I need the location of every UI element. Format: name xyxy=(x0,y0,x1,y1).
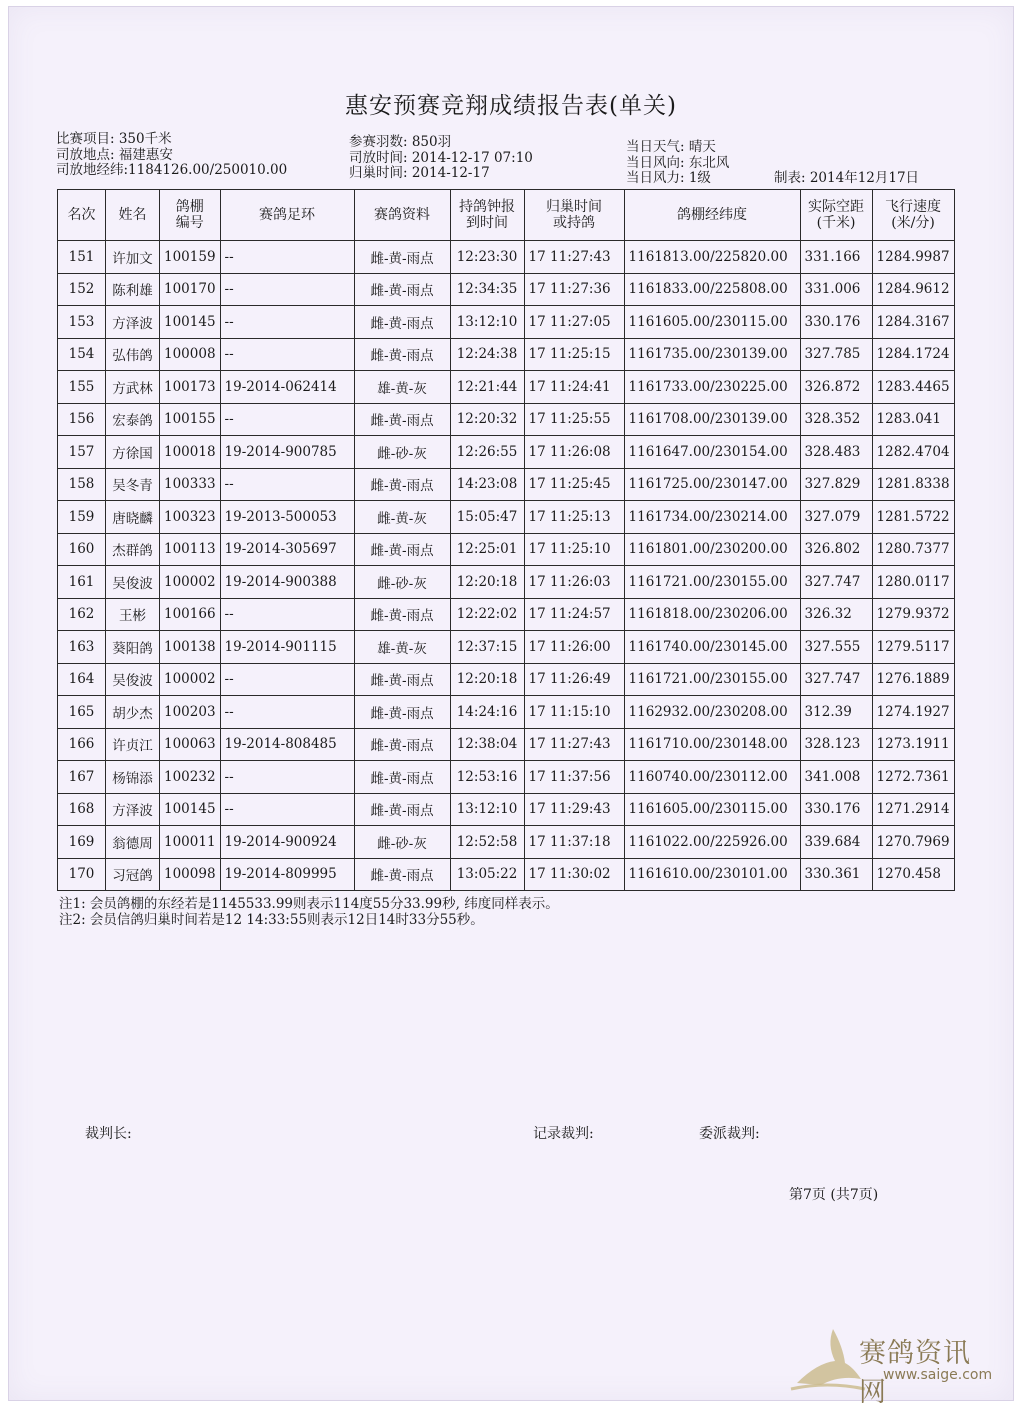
cell-distance: 326.32 xyxy=(800,598,872,631)
cell-coords: 1160740.00/230112.00 xyxy=(624,761,800,794)
cell-ring: 19-2014-305697 xyxy=(220,533,354,566)
cell-name: 方泽波 xyxy=(106,793,160,826)
cell-loft: 100173 xyxy=(160,371,221,404)
cell-coords: 1161605.00/230115.00 xyxy=(624,306,800,339)
col-rank: 名次 xyxy=(58,190,106,241)
wind-direction: 当日风向: 东北风 xyxy=(626,154,730,171)
col-info: 赛鸽资料 xyxy=(354,190,450,241)
table-row xyxy=(58,598,955,631)
cell-coords: 1161740.00/230145.00 xyxy=(624,631,800,664)
cell-name: 翁德周 xyxy=(106,826,160,859)
table-row xyxy=(58,793,955,826)
cell-speed: 1280.0117 xyxy=(872,566,954,599)
cell-arrival: 17 11:25:45 xyxy=(524,468,624,501)
table-row xyxy=(58,338,955,371)
cell-arrival: 17 11:26:00 xyxy=(524,631,624,664)
cell-rank: 153 xyxy=(58,306,106,339)
cell-loft: 100138 xyxy=(160,631,221,664)
cell-speed: 1281.8338 xyxy=(872,468,954,501)
cell-arrival: 17 11:27:36 xyxy=(524,273,624,306)
cell-rank: 164 xyxy=(58,663,106,696)
table-row xyxy=(58,306,955,339)
cell-coords: 1161725.00/230147.00 xyxy=(624,468,800,501)
cell-clock: 12:37:15 xyxy=(450,631,524,664)
cell-ring: -- xyxy=(220,761,354,794)
table-row xyxy=(58,826,955,859)
cell-rank: 152 xyxy=(58,273,106,306)
recorder-judge-label: 记录裁判: xyxy=(533,1126,594,1142)
cell-arrival: 17 11:30:02 xyxy=(524,858,624,891)
cell-info: 雄-黄-灰 xyxy=(354,371,450,404)
cell-name: 宏泰鸽 xyxy=(106,403,160,436)
cell-ring: 19-2014-900388 xyxy=(220,566,354,599)
cell-distance: 330.176 xyxy=(800,306,872,339)
table-row xyxy=(58,273,955,306)
table-row xyxy=(58,566,955,599)
table-row xyxy=(58,631,955,664)
release-place: 司放地点: 福建惠安 xyxy=(56,146,173,163)
notes xyxy=(59,896,559,928)
col-ring: 赛鸽足环 xyxy=(220,190,354,241)
cell-coords: 1161647.00/230154.00 xyxy=(624,436,800,469)
made-date: 制表: 2014年12月17日 xyxy=(774,170,920,186)
cell-clock: 14:23:08 xyxy=(450,468,524,501)
cell-coords: 1162932.00/230208.00 xyxy=(624,696,800,729)
cell-clock: 13:12:10 xyxy=(450,306,524,339)
cell-name: 吴俊波 xyxy=(106,566,160,599)
col-distance: 实际空距(千米) xyxy=(800,190,872,241)
cell-coords: 1161721.00/230155.00 xyxy=(624,566,800,599)
cell-arrival: 17 11:25:13 xyxy=(524,501,624,534)
release-time: 司放时间: 2014-12-17 07:10 xyxy=(349,149,533,166)
cell-speed: 1276.1889 xyxy=(872,663,954,696)
cell-coords: 1161610.00/230101.00 xyxy=(624,858,800,891)
cell-rank: 163 xyxy=(58,631,106,664)
pigeon-logo-icon xyxy=(787,1323,867,1395)
meta-block-middle xyxy=(349,135,533,182)
cell-ring: -- xyxy=(220,241,354,274)
cell-clock: 12:22:02 xyxy=(450,598,524,631)
cell-loft: 100232 xyxy=(160,761,221,794)
cell-info: 雌-黄-雨点 xyxy=(354,761,450,794)
cell-info: 雌-黄-雨点 xyxy=(354,468,450,501)
cell-distance: 326.802 xyxy=(800,533,872,566)
cell-rank: 154 xyxy=(58,338,106,371)
cell-distance: 341.008 xyxy=(800,761,872,794)
cell-name: 许加文 xyxy=(106,241,160,274)
appointed-judge-label: 委派裁判: xyxy=(699,1126,760,1142)
cell-info: 雄-黄-灰 xyxy=(354,631,450,664)
cell-loft: 100011 xyxy=(160,826,221,859)
cell-name: 杰群鸽 xyxy=(106,533,160,566)
cell-info: 雌-黄-雨点 xyxy=(354,533,450,566)
cell-speed: 1273.1911 xyxy=(872,728,954,761)
table-row xyxy=(58,241,955,274)
cell-speed: 1270.458 xyxy=(872,858,954,891)
weather: 当日天气: 晴天 xyxy=(626,139,716,155)
cell-name: 王彬 xyxy=(106,598,160,631)
cell-coords: 1161813.00/225820.00 xyxy=(624,241,800,274)
cell-arrival: 17 11:24:57 xyxy=(524,598,624,631)
cell-distance: 327.747 xyxy=(800,663,872,696)
cell-distance: 327.829 xyxy=(800,468,872,501)
cell-speed: 1272.7361 xyxy=(872,761,954,794)
watermark-text: 赛鸽资讯网 xyxy=(859,1338,971,1408)
cell-speed: 1284.9987 xyxy=(872,241,954,274)
cell-coords: 1161710.00/230148.00 xyxy=(624,728,800,761)
cell-speed: 1282.4704 xyxy=(872,436,954,469)
cell-rank: 160 xyxy=(58,533,106,566)
event-distance: 比赛项目: 350千米 xyxy=(56,131,172,147)
cell-name: 吴俊波 xyxy=(106,663,160,696)
col-arrival: 归巢时间或持鸽 xyxy=(524,190,624,241)
cell-name: 方武林 xyxy=(106,371,160,404)
cell-coords: 1161708.00/230139.00 xyxy=(624,403,800,436)
cell-rank: 167 xyxy=(58,761,106,794)
cell-name: 方泽波 xyxy=(106,306,160,339)
cell-distance: 330.361 xyxy=(800,858,872,891)
cell-distance: 331.006 xyxy=(800,273,872,306)
cell-ring: -- xyxy=(220,598,354,631)
table-row xyxy=(58,533,955,566)
cell-ring: -- xyxy=(220,793,354,826)
wind-force: 当日风力: 1级 xyxy=(626,170,711,186)
cell-distance: 339.684 xyxy=(800,826,872,859)
cell-coords: 1161818.00/230206.00 xyxy=(624,598,800,631)
cell-rank: 168 xyxy=(58,793,106,826)
cell-clock: 13:12:10 xyxy=(450,793,524,826)
cell-name: 方徐国 xyxy=(106,436,160,469)
cell-distance: 327.747 xyxy=(800,566,872,599)
cell-rank: 165 xyxy=(58,696,106,729)
col-clock-time: 持鸽钟报到时间 xyxy=(450,190,524,241)
cell-info: 雌-黄-雨点 xyxy=(354,598,450,631)
cell-distance: 331.166 xyxy=(800,241,872,274)
cell-rank: 166 xyxy=(58,728,106,761)
cell-speed: 1284.3167 xyxy=(872,306,954,339)
cell-distance: 328.123 xyxy=(800,728,872,761)
cell-name: 葵阳鸽 xyxy=(106,631,160,664)
cell-clock: 12:26:55 xyxy=(450,436,524,469)
cell-loft: 100155 xyxy=(160,403,221,436)
table-row xyxy=(58,468,955,501)
header-row xyxy=(58,190,955,241)
cell-speed: 1284.1724 xyxy=(872,338,954,371)
cell-loft: 100098 xyxy=(160,858,221,891)
cell-ring: -- xyxy=(220,273,354,306)
cell-rank: 170 xyxy=(58,858,106,891)
cell-ring: 19-2014-900785 xyxy=(220,436,354,469)
cell-info: 雌-黄-雨点 xyxy=(354,241,450,274)
table-row xyxy=(58,403,955,436)
cell-distance: 328.483 xyxy=(800,436,872,469)
cell-loft: 100145 xyxy=(160,306,221,339)
cell-info: 雌-黄-雨点 xyxy=(354,793,450,826)
cell-name: 陈利雄 xyxy=(106,273,160,306)
cell-speed: 1271.2914 xyxy=(872,793,954,826)
cell-distance: 327.555 xyxy=(800,631,872,664)
cell-clock: 12:20:32 xyxy=(450,403,524,436)
col-loft-no: 鸽棚编号 xyxy=(160,190,221,241)
col-coords: 鸽棚经纬度 xyxy=(624,190,800,241)
note-1: 注1: 会员鸽棚的东经若是1145533.99则表示114度55分33.99秒, 纬度同样表示。 xyxy=(59,896,559,912)
cell-ring: 19-2014-901115 xyxy=(220,631,354,664)
cell-coords: 1161022.00/225926.00 xyxy=(624,826,800,859)
meta-block-left xyxy=(56,132,287,179)
cell-name: 唐晓麟 xyxy=(106,501,160,534)
cell-name: 许贞江 xyxy=(106,728,160,761)
cell-distance: 328.352 xyxy=(800,403,872,436)
table-row xyxy=(58,761,955,794)
note-2: 注2: 会员信鸽归巢时间若是12 14:33:55则表示12日14时33分55秒。 xyxy=(59,912,484,928)
cell-loft: 100323 xyxy=(160,501,221,534)
cell-clock: 12:23:30 xyxy=(450,241,524,274)
cell-info: 雌-黄-雨点 xyxy=(354,338,450,371)
release-coords: 司放地经纬:1184126.00/250010.00 xyxy=(56,162,288,178)
cell-rank: 157 xyxy=(58,436,106,469)
cell-rank: 161 xyxy=(58,566,106,599)
table-row xyxy=(58,436,955,469)
cell-clock: 14:24:16 xyxy=(450,696,524,729)
col-speed: 飞行速度(米/分) xyxy=(872,190,954,241)
cell-rank: 162 xyxy=(58,598,106,631)
cell-info: 雌-黄-雨点 xyxy=(354,663,450,696)
cell-arrival: 17 11:29:43 xyxy=(524,793,624,826)
table-row xyxy=(58,501,955,534)
cell-name: 吴冬青 xyxy=(106,468,160,501)
cell-arrival: 17 11:25:10 xyxy=(524,533,624,566)
cell-info: 雌-黄-雨点 xyxy=(354,696,450,729)
cell-rank: 151 xyxy=(58,241,106,274)
cell-ring: -- xyxy=(220,306,354,339)
cell-coords: 1161801.00/230200.00 xyxy=(624,533,800,566)
cell-info: 雌-黄-雨点 xyxy=(354,858,450,891)
cell-ring: -- xyxy=(220,663,354,696)
cell-info: 雌-黄-灰 xyxy=(354,501,450,534)
results-table xyxy=(57,189,955,891)
cell-arrival: 17 11:27:43 xyxy=(524,728,624,761)
table-row xyxy=(58,696,955,729)
cell-distance: 326.872 xyxy=(800,371,872,404)
cell-arrival: 17 11:37:56 xyxy=(524,761,624,794)
cell-speed: 1283.4465 xyxy=(872,371,954,404)
report-title: 惠安预赛竞翔成绩报告表(单关) xyxy=(345,93,677,119)
cell-arrival: 17 11:26:03 xyxy=(524,566,624,599)
cell-loft: 100002 xyxy=(160,566,221,599)
cell-info: 雌-黄-雨点 xyxy=(354,273,450,306)
cell-name: 胡少杰 xyxy=(106,696,160,729)
cell-info: 雌-砂-灰 xyxy=(354,436,450,469)
chief-judge-label: 裁判长: xyxy=(85,1126,132,1142)
cell-distance: 327.079 xyxy=(800,501,872,534)
cell-coords: 1161605.00/230115.00 xyxy=(624,793,800,826)
cell-loft: 100166 xyxy=(160,598,221,631)
cell-speed: 1279.9372 xyxy=(872,598,954,631)
table-row xyxy=(58,728,955,761)
report-sheet xyxy=(8,6,1014,1408)
cell-speed: 1281.5722 xyxy=(872,501,954,534)
cell-name: 习冠鸽 xyxy=(106,858,160,891)
table-row xyxy=(58,371,955,404)
cell-clock: 13:05:22 xyxy=(450,858,524,891)
cell-clock: 12:21:44 xyxy=(450,371,524,404)
cell-coords: 1161733.00/230225.00 xyxy=(624,371,800,404)
cell-arrival: 17 11:26:08 xyxy=(524,436,624,469)
cell-loft: 100203 xyxy=(160,696,221,729)
cell-loft: 100170 xyxy=(160,273,221,306)
cell-loft: 100333 xyxy=(160,468,221,501)
cell-distance: 312.39 xyxy=(800,696,872,729)
entry-count: 参赛羽数: 850羽 xyxy=(349,134,452,150)
cell-speed: 1283.041 xyxy=(872,403,954,436)
cell-clock: 12:38:04 xyxy=(450,728,524,761)
meta-block-right xyxy=(626,139,920,187)
watermark-url: www.saige.com xyxy=(883,1367,993,1383)
cell-ring: -- xyxy=(220,338,354,371)
cell-info: 雌-黄-雨点 xyxy=(354,306,450,339)
cell-coords: 1161735.00/230139.00 xyxy=(624,338,800,371)
cell-loft: 100145 xyxy=(160,793,221,826)
watermark-logo xyxy=(787,1323,997,1408)
cell-distance: 330.176 xyxy=(800,793,872,826)
cell-speed: 1270.7969 xyxy=(872,826,954,859)
cell-info: 雌-砂-灰 xyxy=(354,566,450,599)
cell-info: 雌-黄-雨点 xyxy=(354,728,450,761)
cell-ring: 19-2013-500053 xyxy=(220,501,354,534)
cell-loft: 100008 xyxy=(160,338,221,371)
cell-arrival: 17 11:25:55 xyxy=(524,403,624,436)
cell-arrival: 17 11:26:49 xyxy=(524,663,624,696)
cell-rank: 155 xyxy=(58,371,106,404)
results-body xyxy=(58,241,955,891)
cell-rank: 156 xyxy=(58,403,106,436)
cell-loft: 100018 xyxy=(160,436,221,469)
cell-distance: 327.785 xyxy=(800,338,872,371)
cell-name: 弘伟鸽 xyxy=(106,338,160,371)
cell-name: 杨锦添 xyxy=(106,761,160,794)
col-name: 姓名 xyxy=(106,190,160,241)
cell-clock: 12:20:18 xyxy=(450,663,524,696)
cell-rank: 158 xyxy=(58,468,106,501)
cell-speed: 1279.5117 xyxy=(872,631,954,664)
cell-ring: -- xyxy=(220,468,354,501)
cell-loft: 100002 xyxy=(160,663,221,696)
cell-speed: 1280.7377 xyxy=(872,533,954,566)
cell-info: 雌-黄-雨点 xyxy=(354,403,450,436)
cell-arrival: 17 11:25:15 xyxy=(524,338,624,371)
cell-coords: 1161833.00/225808.00 xyxy=(624,273,800,306)
cell-arrival: 17 11:15:10 xyxy=(524,696,624,729)
cell-coords: 1161721.00/230155.00 xyxy=(624,663,800,696)
cell-clock: 12:52:58 xyxy=(450,826,524,859)
cell-loft: 100113 xyxy=(160,533,221,566)
cell-clock: 12:20:18 xyxy=(450,566,524,599)
cell-rank: 159 xyxy=(58,501,106,534)
table-row xyxy=(58,858,955,891)
cell-clock: 12:25:01 xyxy=(450,533,524,566)
page-number: 第7页 (共7页) xyxy=(789,1187,879,1203)
cell-arrival: 17 11:24:41 xyxy=(524,371,624,404)
cell-arrival: 17 11:27:05 xyxy=(524,306,624,339)
cell-ring: 19-2014-808485 xyxy=(220,728,354,761)
table-row xyxy=(58,663,955,696)
cell-speed: 1284.9612 xyxy=(872,273,954,306)
cell-loft: 100159 xyxy=(160,241,221,274)
cell-coords: 1161734.00/230214.00 xyxy=(624,501,800,534)
cell-clock: 12:53:16 xyxy=(450,761,524,794)
return-time: 归巢时间: 2014-12-17 xyxy=(349,165,490,181)
cell-ring: 19-2014-809995 xyxy=(220,858,354,891)
cell-clock: 12:34:35 xyxy=(450,273,524,306)
cell-clock: 15:05:47 xyxy=(450,501,524,534)
cell-ring: -- xyxy=(220,696,354,729)
cell-ring: 19-2014-900924 xyxy=(220,826,354,859)
cell-speed: 1274.1927 xyxy=(872,696,954,729)
cell-arrival: 17 11:37:18 xyxy=(524,826,624,859)
cell-loft: 100063 xyxy=(160,728,221,761)
cell-arrival: 17 11:27:43 xyxy=(524,241,624,274)
cell-ring: -- xyxy=(220,403,354,436)
cell-clock: 12:24:38 xyxy=(450,338,524,371)
cell-info: 雌-砂-灰 xyxy=(354,826,450,859)
cell-rank: 169 xyxy=(58,826,106,859)
cell-ring: 19-2014-062414 xyxy=(220,371,354,404)
